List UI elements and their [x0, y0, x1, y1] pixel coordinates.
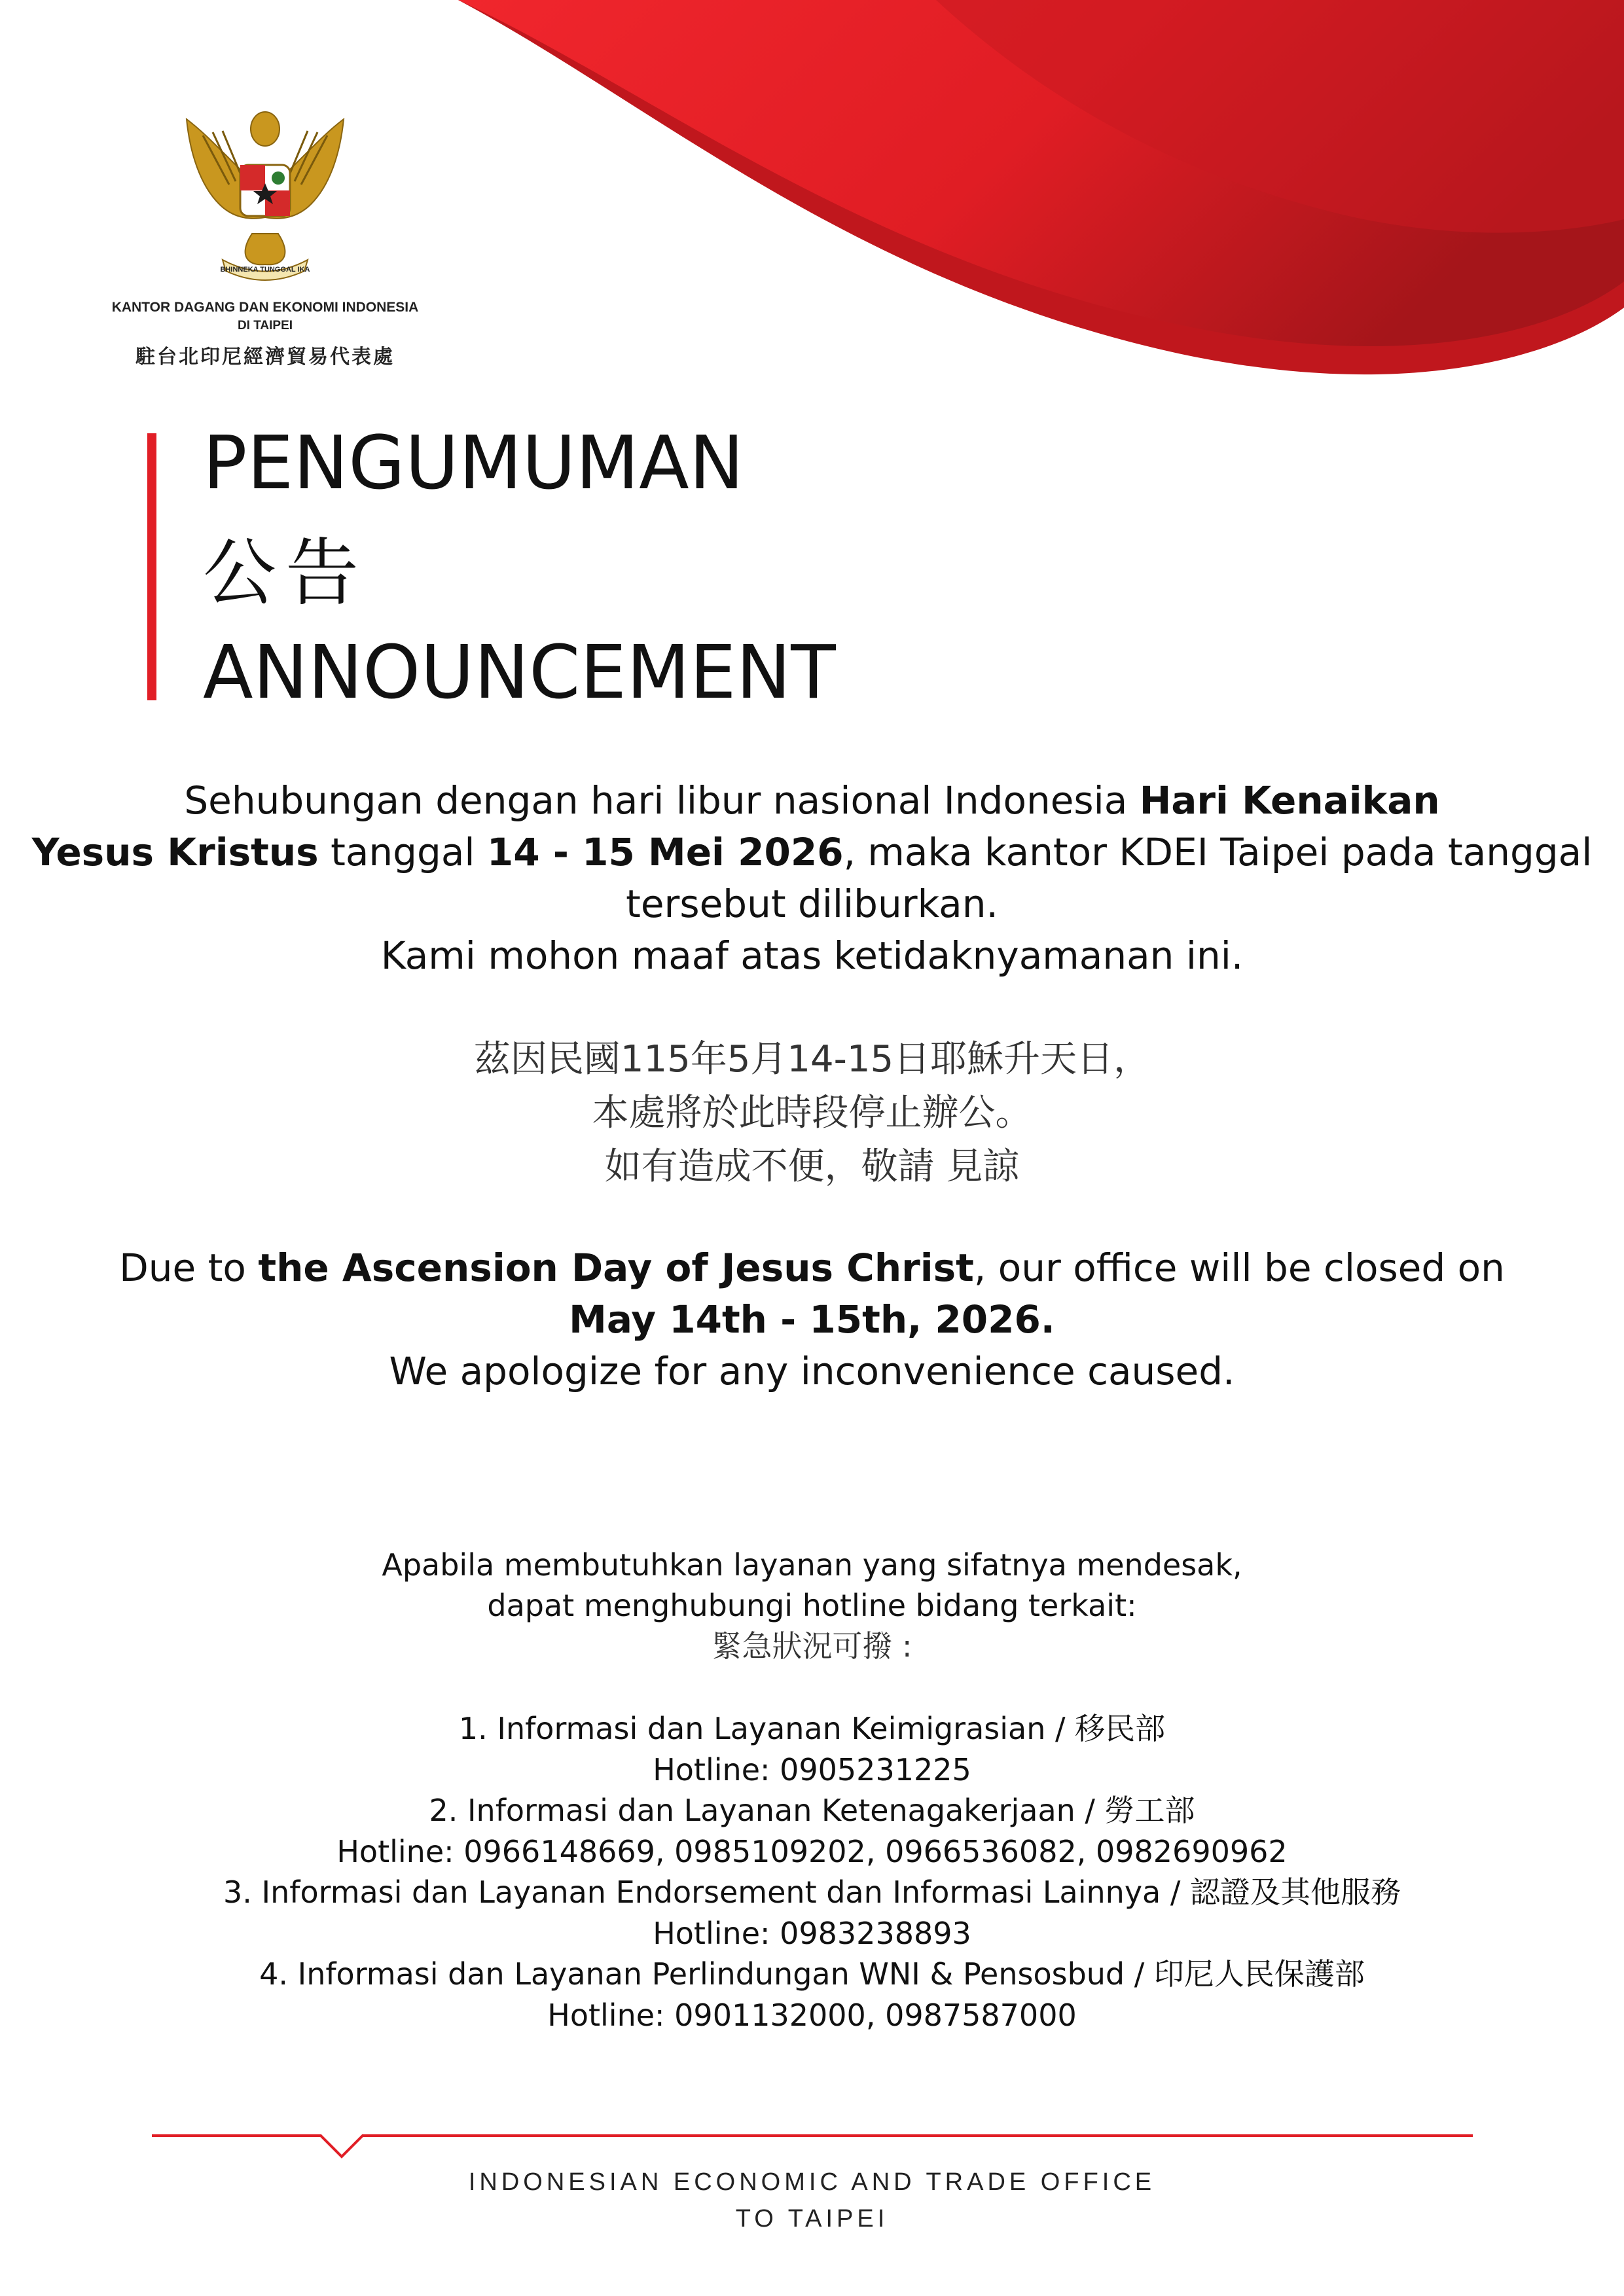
notice-en-line-2: May 14th - 15th, 2026. — [569, 1297, 1055, 1342]
notice-zh-line-1: 茲因民國115年5月14-15日耶穌升天日， — [473, 1038, 1151, 1081]
hotline-service-1: 1. Informasi dan Layanan Keimigrasian / 移民部 — [458, 1711, 1166, 1746]
footer-office-name — [0, 2164, 1624, 2237]
title-english: ANNOUNCEMENT — [203, 630, 836, 715]
notice-english — [0, 1242, 1624, 1397]
garuda-emblem-icon — [167, 93, 363, 289]
org-name-id-line2: DI TAIPEI — [237, 319, 293, 332]
footer-line-2: TO TAIPEI — [735, 2205, 889, 2233]
notice-id-line-4: Kami mohon maaf atas ketidaknyamanan ini. — [380, 933, 1244, 978]
title-accent-bar — [147, 433, 156, 700]
contact-intro — [0, 1545, 1624, 1666]
hotline-number-2: Hotline: 0966148669, 0985109202, 0966536082, 0982690962 — [336, 1833, 1288, 1869]
hotline-list — [0, 1708, 1624, 2036]
hotline-number-4: Hotline: 0901132000, 0987587000 — [547, 1997, 1077, 2033]
notice-zh-line-3: 如有造成不便，敬請 見諒 — [604, 1145, 1020, 1188]
notice-en-line-3: We apologize for any inconvenience caused. — [389, 1349, 1235, 1393]
title-chinese: 公告 — [203, 531, 368, 616]
footer-divider — [0, 2121, 1624, 2160]
hotline-service-3: 3. Informasi dan Layanan Endorsement dan Informasi Lainnya / 認證及其他服務 — [223, 1874, 1401, 1910]
org-name-id-line1: KANTOR DAGANG DAN EKONOMI INDONESIA — [111, 300, 419, 315]
svg-text:BHINNEKA TUNGGAL IKA: BHINNEKA TUNGGAL IKA — [220, 266, 310, 274]
hotline-number-1: Hotline: 0905231225 — [653, 1751, 971, 1787]
notice-chinese — [0, 1033, 1624, 1194]
notice-zh-line-2: 本處將於此時段停止辦公。 — [592, 1092, 1032, 1134]
title-indonesian: PENGUMUMAN — [203, 421, 744, 506]
notice-id-line-3: tersebut diliburkan. — [626, 882, 998, 926]
hotline-service-2: 2. Informasi dan Layanan Ketenagakerjaan / 勞工部 — [429, 1793, 1195, 1828]
contact-line-2: dapat menghubungi hotline bidang terkait: — [487, 1588, 1137, 1623]
contact-line-3: 緊急狀況可撥 : — [712, 1628, 912, 1664]
hotline-number-3: Hotline: 0983238893 — [653, 1915, 971, 1951]
footer-line-1: INDONESIAN ECONOMIC AND TRADE OFFICE — [468, 2168, 1156, 2196]
notice-id-line-1: Sehubungan dengan hari libur nasional Indonesia Hari Kenaikan — [184, 778, 1440, 823]
org-name-zh: 駐台北印尼經濟貿易代表處 — [135, 346, 395, 368]
contact-line-1: Apabila membutuhkan layanan yang sifatnya mendesak, — [382, 1547, 1242, 1583]
notice-id-line-2: Yesus Kristus tanggal 14 - 15 Mei 2026, maka kantor KDEI Taipei pada tanggal — [31, 830, 1593, 874]
hotline-service-4: 4. Informasi dan Layanan Perlindungan WNI & Pensosbud / 印尼人民保護部 — [259, 1956, 1365, 1992]
notice-indonesian — [0, 775, 1624, 982]
notice-en-line-1: Due to the Ascension Day of Jesus Christ, our office will be closed on — [119, 1246, 1505, 1290]
